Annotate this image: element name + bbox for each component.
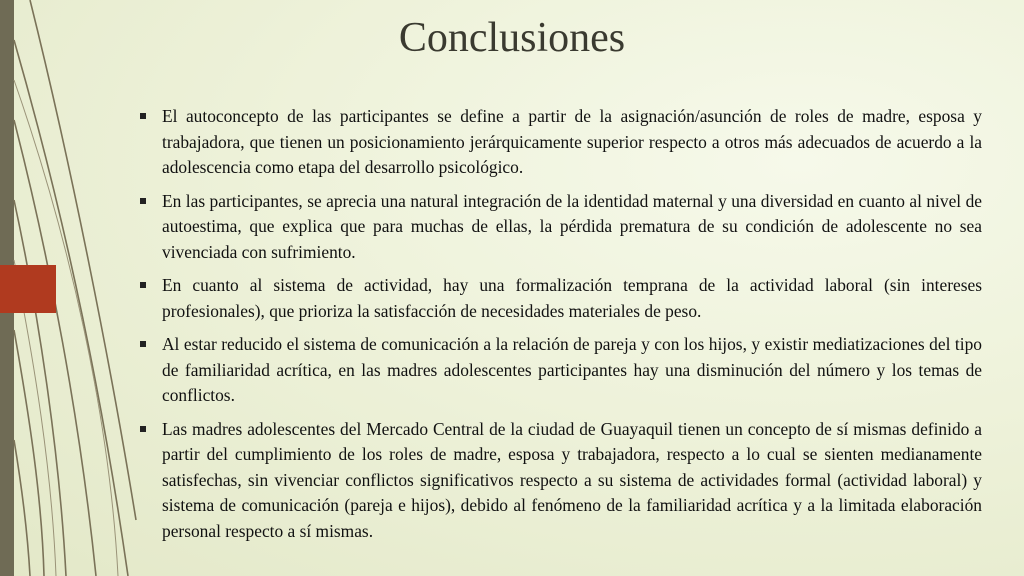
slide-title: Conclusiones xyxy=(398,15,626,61)
bullet-item xyxy=(138,332,982,409)
bullet-list xyxy=(138,104,982,552)
bullet-item xyxy=(138,273,982,324)
bullet-item xyxy=(138,104,982,181)
bullet-text: En cuanto al sistema de actividad, hay una formalización temprana de la actividad laboral (sin intereses profesionales), que prioriza la satisfacción de necesidades materiales de peso. xyxy=(162,275,982,321)
bullet-text: Las madres adolescentes del Mercado Central de la ciudad de Guayaquil tienen un concepto de sí mismas definido a partir del cumplimiento de los roles de madre, esposa y trabajadora, respecto a lo cual se sienten medianamente satisfechas, sin vivenciar conflictos significativos respecto a su sistema de actividades formal (actividad laboral) y sistema de comunicación (pareja e hijos), debido al fenómeno de la familiaridad acrítica y a la limitada elaboración personal respecto a sí mismas. xyxy=(162,418,982,541)
bullet-item xyxy=(138,417,982,545)
bullet-text: El autoconcepto de las participantes se define a partir de la asignación/asunción de roles de madre, esposa y trabajadora, que tienen un posicionamiento jerárquicamente superior respecto a otros más adecuados de acuerdo a la adolescencia como etapa del desarrollo psicológico. xyxy=(162,106,982,177)
square-bullet-icon xyxy=(140,113,146,119)
bullet-item xyxy=(138,189,982,266)
accent-tab xyxy=(0,265,56,313)
bullet-text: Al estar reducido el sistema de comunicación a la relación de pareja y con los hijos, y existir mediatizaciones del tipo de familiaridad acrítica, en las madres adolescentes participantes hay una disminución del número y los temas de conflictos. xyxy=(162,334,982,405)
square-bullet-icon xyxy=(140,282,146,288)
square-bullet-icon xyxy=(140,341,146,347)
square-bullet-icon xyxy=(140,198,146,204)
square-bullet-icon xyxy=(140,426,146,432)
bullet-text: En las participantes, se aprecia una natural integración de la identidad maternal y una diversidad en cuanto al nivel de autoestima, que explica que para muchas de ellas, la pérdida prematura de su condición de adolescente no sea vivenciada con sufrimiento. xyxy=(162,190,982,262)
